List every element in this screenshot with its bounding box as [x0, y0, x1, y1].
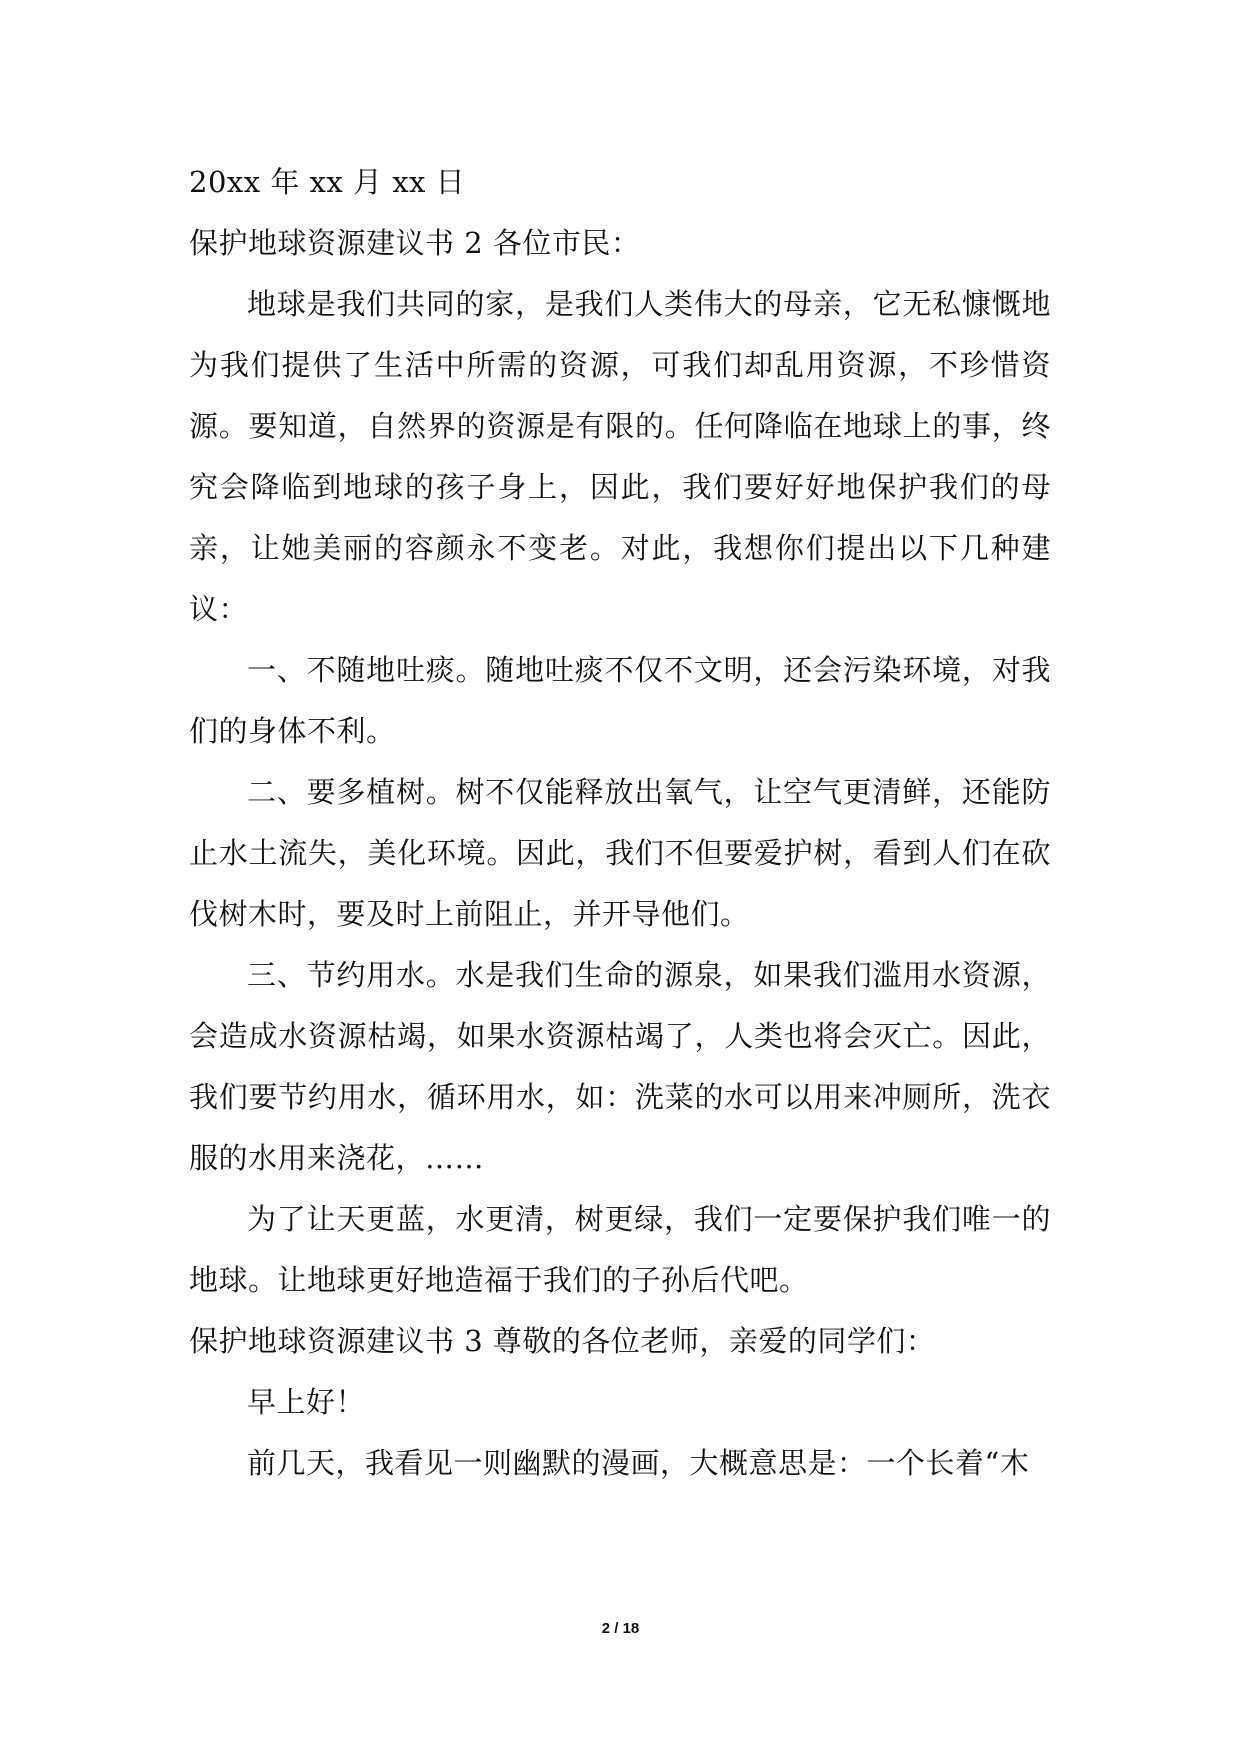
- letter-2-paragraph-closing: 为了让天更蓝，水更清，树更绿，我们一定要保护我们唯一的地球。让地球更好地造福于我们的子孙后代吧。: [189, 1202, 1051, 1297]
- letter-3-heading: 保护地球资源建议书 3 尊敬的各位老师，亲爱的同学们：: [189, 1324, 936, 1358]
- page-number: 2 / 18: [601, 1620, 640, 1637]
- letter-2-paragraph-water: 三、节约用水。水是我们生命的源泉，如果我们滥用水资源，会造成水资源枯竭，如果水资源枯竭了，人类也将会灭亡。因此，我们要节约用水，循环用水，如：洗菜的水可以用来冲厕所，洗衣服的水用来浇花，……: [189, 958, 1051, 1175]
- letter-2-heading: 保护地球资源建议书 2 各位市民：: [189, 226, 641, 260]
- date-line: 20xx 年 xx 月 xx 日: [189, 165, 466, 199]
- letter-3-paragraph-comic: 前几天，我看见一则幽默的漫画，大概意思是：一个长着“木: [247, 1446, 1030, 1480]
- document-body: [189, 152, 1051, 1494]
- letter-3-greeting: 早上好！: [247, 1385, 366, 1419]
- letter-2-paragraph-spitting: 一、不随地吐痰。随地吐痰不仅不文明，还会污染环境，对我们的身体不利。: [189, 653, 1051, 748]
- letter-2-paragraph-trees: 二、要多植树。树不仅能释放出氧气，让空气更清鲜，还能防止水土流失，美化环境。因此，我们不但要爱护树，看到人们在砍伐树木时，要及时上前阻止，并开导他们。: [189, 775, 1051, 931]
- letter-2-paragraph-intro: 地球是我们共同的家，是我们人类伟大的母亲，它无私慷慨地为我们提供了生活中所需的资源，可我们却乱用资源，不珍惜资源。要知道，自然界的资源是有限的。任何降临在地球上的事，终究会降临到地球的孩子身上，因此，我们要好好地保护我们的母亲，让她美丽的容颜永不变老。对此，我想你们提出以下几种建议：: [189, 287, 1051, 626]
